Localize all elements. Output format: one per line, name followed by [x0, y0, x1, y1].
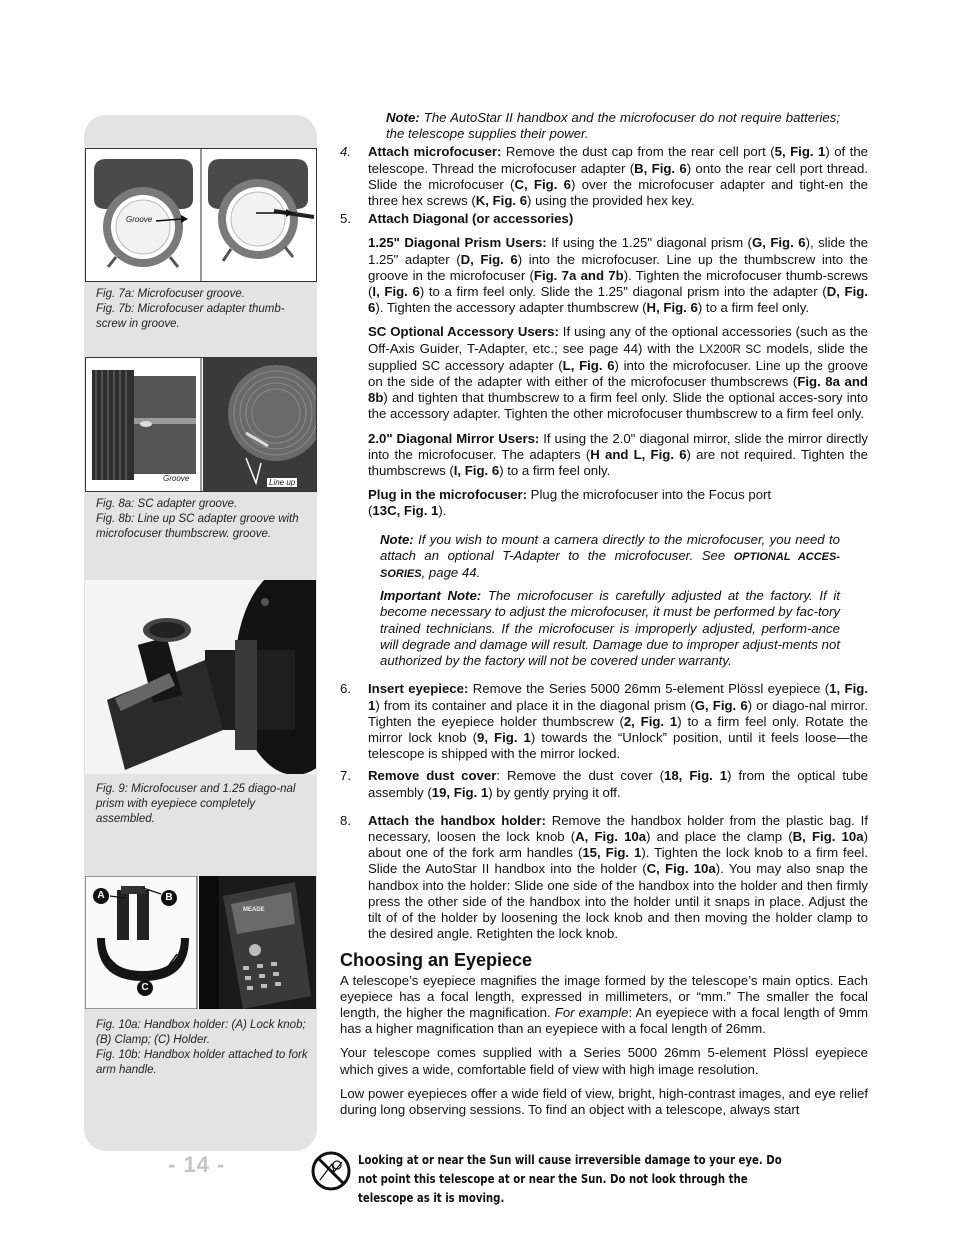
diagonal-prism-title: 1.25" Diagonal Prism Users: [368, 235, 547, 251]
meade-logo: MEADE [243, 907, 265, 913]
label-b-badge: B [161, 890, 177, 906]
section-heading: Choosing an Eyepiece [340, 950, 533, 971]
para1-text: A telescope’s eyepiece magnifies the image formed by the telescope’s main optics. Each eyepiece has a focal length, expressed in millimeters, or “mm.” The smaller the focal length, the higher the magnification. [340, 972, 868, 1020]
step-4 [340, 144, 868, 209]
top-note-text: The AutoStar II handbox and the microfocuser do not require batteries; the telescope supplies their power. [386, 110, 840, 142]
step-6-body: Insert eyepiece: Remove the Series 5000 26mm 5-element Plössl eyepiece (1, Fig. 1) from its container and place it in the diagonal prism (G, Fig. 6) or diago-nal mirror. Tighten the eyepiece holder thumbscrew (2, Fig. 1) to a firm feel only. Rotate the mirror lock knob (9, Fig. 1) towards the “Unlock” position, until it feels loose—the telescope is shipped with the mirror locked. [368, 681, 868, 762]
plug-in-paragraph: Plug in the microfocuser: Plug the microfocuser into the Focus port (13C, Fig. 1). [368, 487, 772, 519]
warning-irreversible: irreversible [574, 1152, 641, 1167]
figure-9 [85, 580, 316, 774]
step-4-number: 4. [340, 144, 351, 160]
warning-pre: Looking at or near the [358, 1152, 490, 1167]
important-note [380, 588, 840, 669]
para1-end: : An eyepiece with a focal length of 9mm has a higher magnification than an eyepiece with a focal length of 26mm. [340, 1004, 869, 1037]
step-8 [340, 813, 868, 943]
figure-9-illustration [85, 580, 316, 774]
figure-7-caption [96, 287, 311, 332]
figure-10 [85, 876, 316, 1009]
important-note-text: The microfocuser is carefully adjusted at the factory. If it become necessary to adjust the microfocuser, it must be performed by fac-tory trained technicians. If the microfocuser is improperly adjusted, perform-ance will degrade and damage will result. Damage due to improper adjust-ments not authorized by the factory will not be covered under warranty. [380, 588, 841, 669]
warning-sun: Sun [489, 1152, 512, 1167]
step-5 [340, 211, 868, 227]
groove-label: Groove [163, 474, 190, 483]
step-6 [340, 681, 868, 762]
figure-8-illustration [86, 358, 316, 491]
figure-9-caption [96, 782, 311, 827]
step-7-title: Remove dust cover [368, 768, 497, 784]
figure-7 [85, 148, 317, 282]
caption-10b: Fig. 10b: Handbox holder attached to fork arm handle. [96, 1049, 308, 1076]
eyepiece-paragraph-2: Your telescope comes supplied with a Series 5000 26mm 5-element Plössl eyepiece which gives a wide, comfortable field of view with high image resolution. [340, 1045, 868, 1077]
eyepiece-paragraph-1 [340, 973, 868, 1038]
step-4-body: Attach microfocuser: Remove the dust cap from the rear cell port (5, Fig. 1) of the telescope. Thread the microfocuser adapter (B, Fig. 6) onto the rear cell port thread. Slide the microfocuser (C, Fig. 6) over the microfocuser adapter and tight-en the three hex screws (K, Fig. 6) using the provided hex key. [368, 144, 868, 209]
eyepiece-paragraph-3: Low power eyepieces offer a wide field of view, bright, high-contrast images, and eye relief during long observing sessions. To find an object with a telescope, always start [340, 1085, 868, 1117]
important-note-label: Important Note: [380, 588, 482, 604]
step-8-body: Attach the handbox holder: Remove the handbox holder from the plastic bag. If necessary, loosen the lock knob (A, Fig. 10a) and place the clamp (B, Fig. 10a) about one of the fork arm handles (15, Fig. 1). Tighten the lock knob to a firm feel. Slide the AutoStar II handbox into the holder (C, Fig. 10a). You may also snap the handbox into the holder: Slide one side of the handbox into the holder and then firmly press the other side of the handbox into the holder until it snaps in place. Adjust the tilt of of the holder by loosening the lock knob and then moving the holder clamp to the desired angle. Retighten the lock knob. [368, 812, 868, 942]
caption-10a: Fig. 10a: Handbox holder: (A) Lock knob; (B) Clamp; (C) Holder. [96, 1019, 306, 1046]
diagonal-mirror-paragraph: 2.0" Diagonal Mirror Users: If using the 2.0" diagonal mirror, slide the mirror directly into the microfocuser. The adapters (H and L, Fig. 6) are not required. Tighten the thumbscrews (I, Fig. 6) to a firm feel only. [368, 430, 869, 479]
main-column [340, 110, 868, 1124]
lineup-label: Line up [269, 478, 296, 487]
caption-8a: Fig. 8a: SC adapter groove. [96, 498, 238, 510]
caption-7b: Fig. 7b: Microfocuser adapter thumb-screw in groove. [96, 303, 285, 330]
top-note [386, 110, 840, 142]
step-7-body: Remove dust cover: Remove the dust cover (18, Fig. 1) from the optical tube assembly (19, Fig. 1) by gently prying it off. [368, 768, 869, 800]
figure-7-illustration [86, 149, 316, 281]
step-8-number: 8. [340, 812, 351, 828]
step-8-title: Attach the handbox holder: [368, 812, 546, 828]
figure-10-illustration [85, 876, 316, 1009]
no-sun-icon [310, 1150, 352, 1192]
sun-warning [310, 1150, 880, 1207]
figure-8 [85, 357, 317, 492]
plug-in-title: Plug in the microfocuser: [368, 487, 528, 503]
para1-emphasis: For example [554, 1004, 629, 1020]
sc-accessory-paragraph: SC Optional Accessory Users: If using any of the optional accessories (such as the Off-Axis Guider, T-Adapter, etc.; see page 44) with the LX200R SC models, slide the supplied SC accessory adapter (L, Fig. 6) into the microfocuser. Line up the groove on the side of the adapter with either of the microfocuser thumbscrews (Fig. 8a and 8b) and tighten that thumbscrew to a firm feel only. Slide the optional acces-sory into the accessory adapter. Tighten the other microfocuser thumbscrew to a firm feel only. [368, 324, 868, 422]
figure-10-caption [96, 1018, 311, 1078]
page-number: - 14 - [168, 1152, 226, 1177]
top-note-label: Note: [386, 110, 420, 125]
caption-8b: Fig. 8b: Line up SC adapter groove with microfocuser thumbscrew. groove. [96, 513, 299, 540]
step-7-number: 7. [340, 768, 351, 784]
diagonal-mirror-title: 2.0" Diagonal Mirror Users: [368, 430, 540, 446]
groove-label: Groove [126, 215, 153, 224]
sc-accessory-title: SC Optional Accessory Users: [368, 324, 559, 340]
step-5-title: Attach Diagonal (or accessories) [368, 211, 574, 227]
figure-8-caption [96, 497, 311, 542]
step-5-number: 5. [340, 211, 351, 227]
warning-mid: will cause [511, 1152, 575, 1167]
caption-7a: Fig. 7a: Microfocuser groove. [96, 288, 245, 300]
step-7 [340, 768, 868, 800]
step-4-title: Attach microfocuser: [368, 144, 502, 160]
caption-9: Fig. 9: Microfocuser and 1.25 diago-nal prism with eyepiece completely assembled. [96, 783, 296, 825]
label-a-badge: A [93, 888, 109, 904]
warning-post: damage to your eye. Do not point this telescope at or near the Sun. Do not look through the telescope as it is moving. [358, 1152, 782, 1205]
camera-note: Note: If you wish to mount a camera directly to the microfocuser, you need to attach an optional T-Adapter to the microfocuser. See OPTIONAL ACCES-SORIES, page 44. [380, 531, 840, 581]
step-6-number: 6. [340, 681, 351, 697]
warning-text [358, 1150, 786, 1207]
diagonal-prism-paragraph: 1.25" Diagonal Prism Users: If using the 1.25" diagonal prism (G, Fig. 6), slide the 1.25" adapter (D, Fig. 6) into the microfocuser. Line up the thumbscrew into the groove in the microfocuser (Fig. 7a and 7b). Tighten the microfocuser thumb-screws (I, Fig. 6) to a firm feel only. Slide the 1.25" diagonal prism into the adapter (D, Fig. 6). Tighten the accessory adapter thumbscrew (H, Fig. 6) to a firm feel only. [368, 235, 869, 316]
camera-note-label: Note: [380, 531, 414, 547]
label-c-badge: C [137, 980, 153, 996]
step-6-title: Insert eyepiece: [368, 681, 469, 697]
